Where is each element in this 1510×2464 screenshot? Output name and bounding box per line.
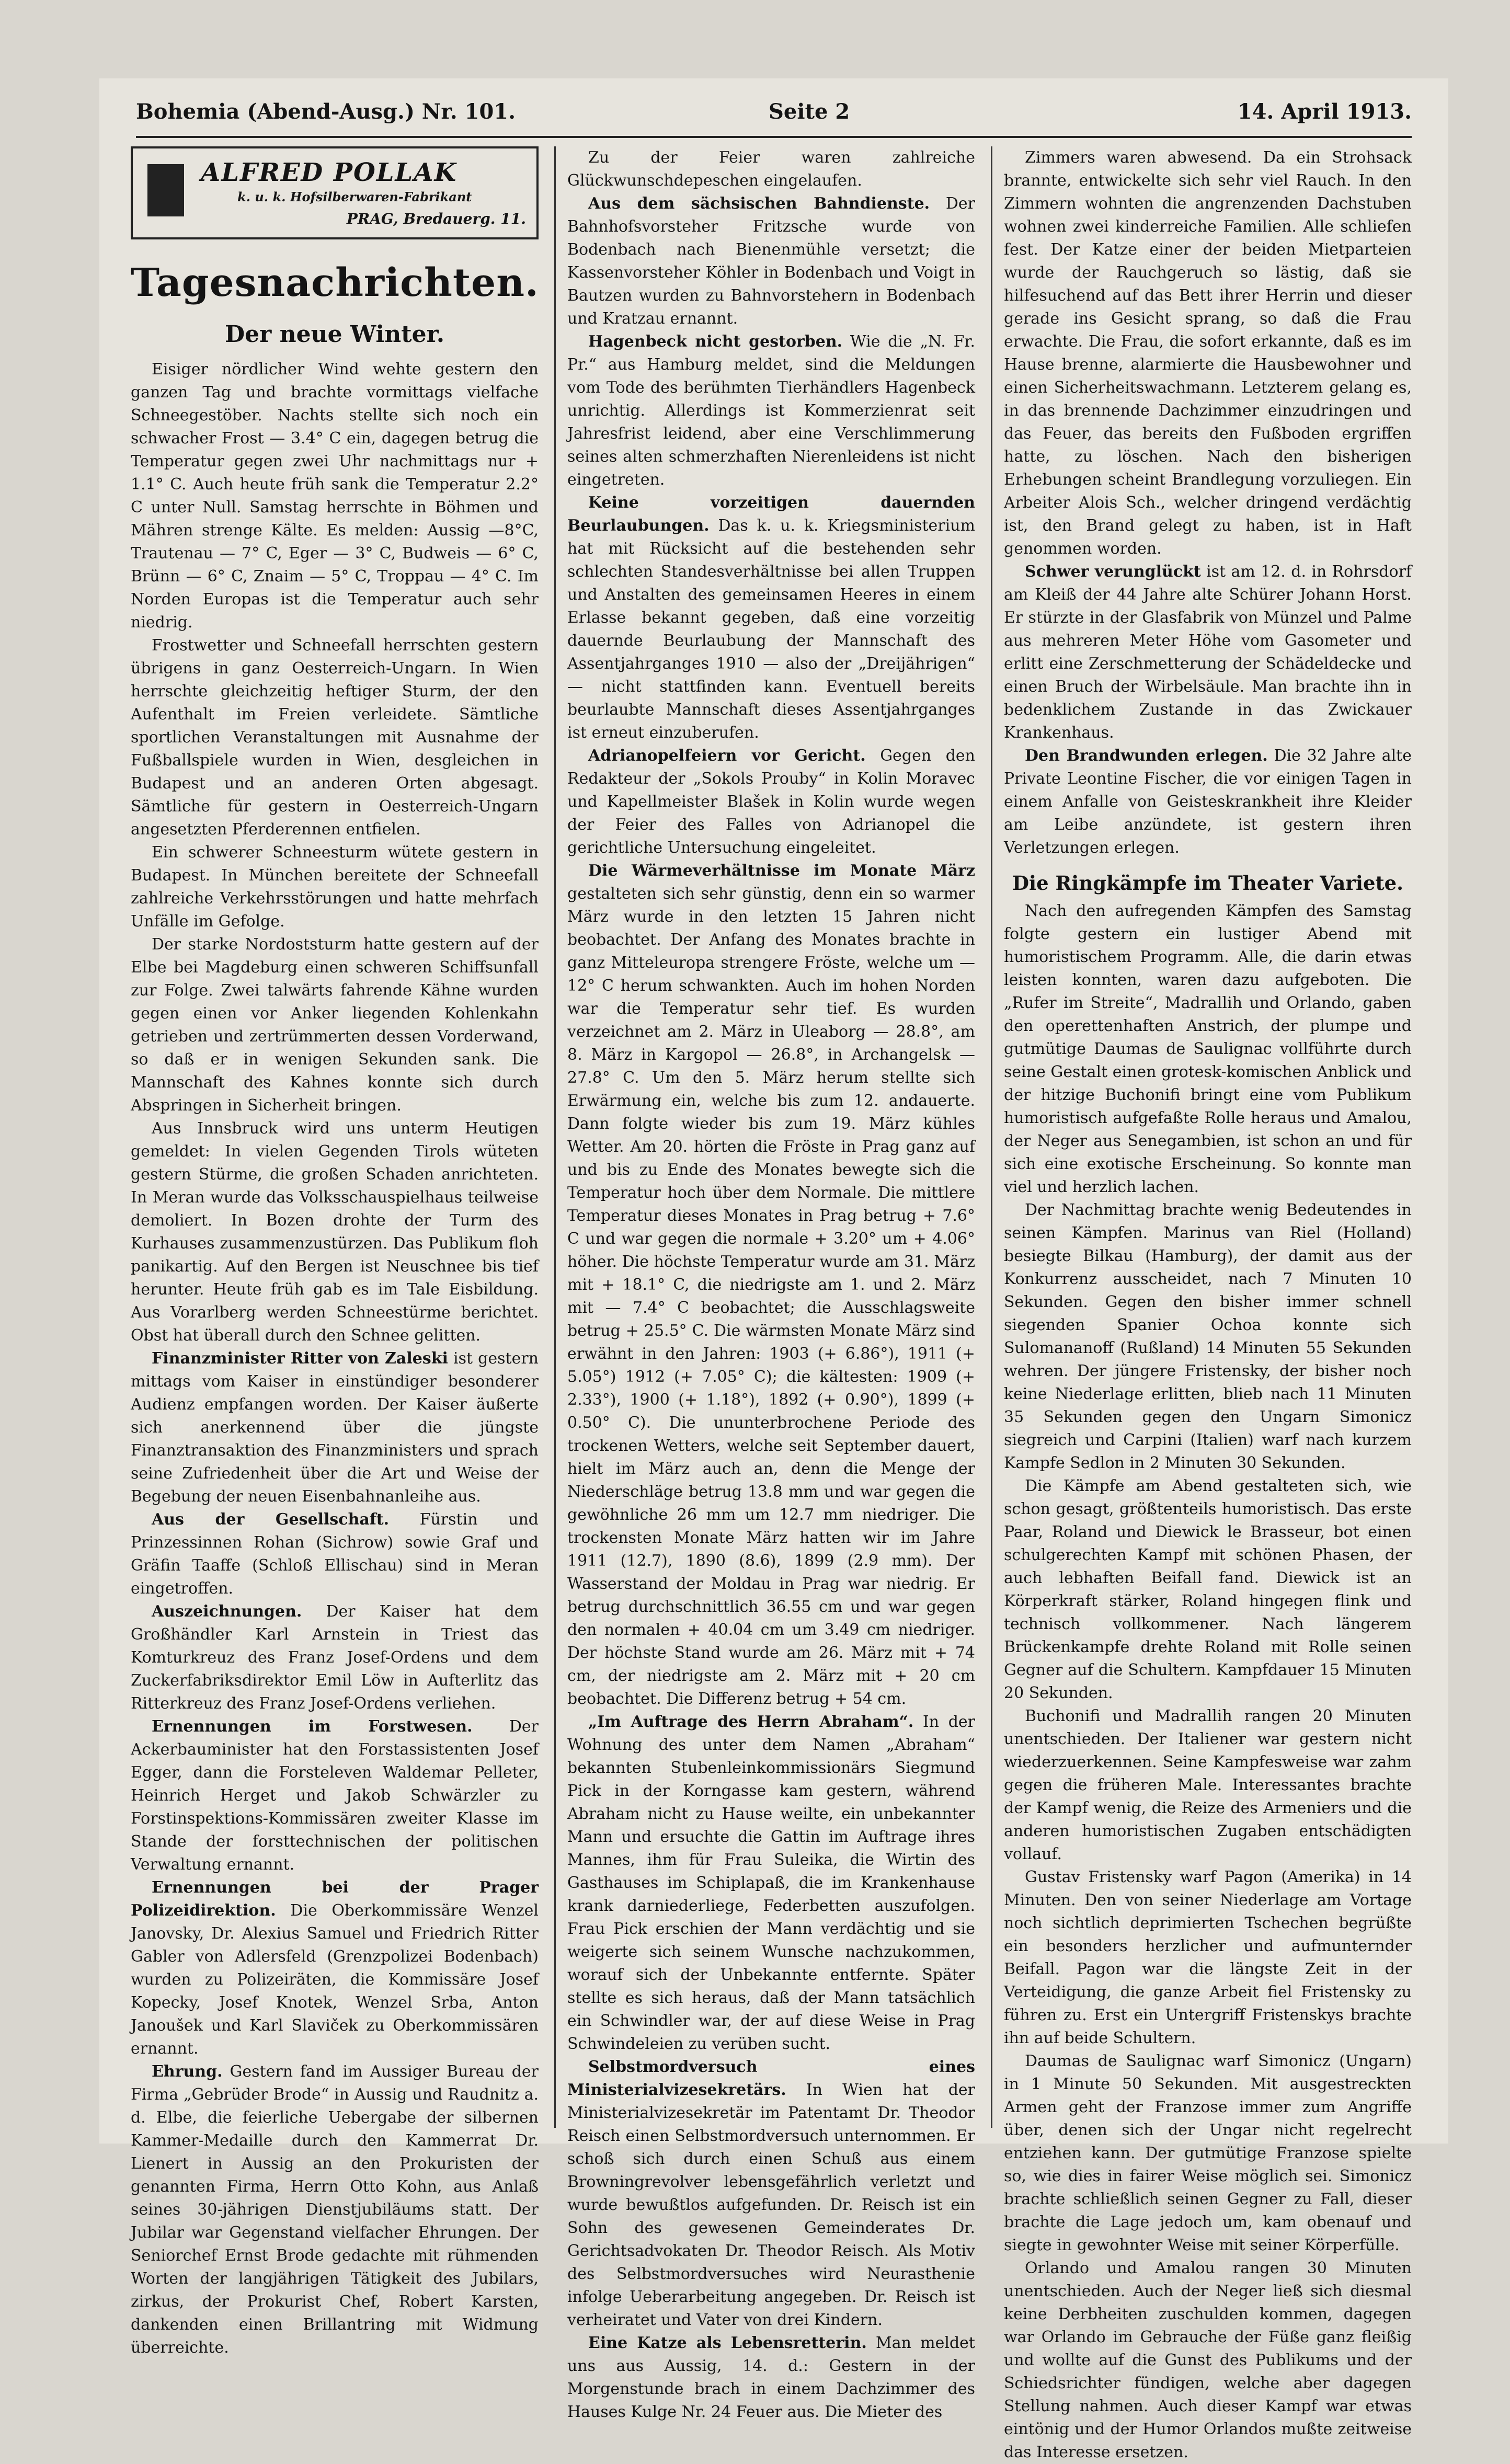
article-paragraph: Gustav Fristensky warf Pagon (Amerika) in 14 Minuten. Den von seiner Niederlage am Vortage noch sichtlich deprimierten Tschechen begrüßte ein besonders herzlicher und aufmunternder Beifall. Pagon war die längste Zeit in der Verteidigung, die ganze Arbeit fiel Fristensky zu führen zu. Erst ein Untergriff Fristenskys brachte ihn auf beide Schultern. — [1004, 1867, 1412, 2047]
ad-address: PRAG, Bredauerg. 11. — [346, 210, 526, 227]
news-lead: Die Wärmeverhältnisse im Monate März — [588, 862, 975, 880]
article-heading: Die Ringkämpfe im Theater Variete. — [1012, 872, 1404, 895]
news-body: Der Bahnhofsvorsteher Fritzsche wurde von Bodenbach nach Bienenmühle versetzt; die Kassenvorsteher Köhler in Bodenbach und Voigt in Bautzen wurden zu Bahnvorstehern in Bodenbach und Kratzau ernannt. — [567, 194, 975, 328]
news-lead: Aus der Gesellschaft. — [152, 1510, 390, 1529]
news-lead: Hagenbeck nicht gestorben. — [588, 333, 843, 351]
article-paragraph: Frostwetter und Schneefall herrschten gestern übrigens in ganz Oesterreich-Ungarn. In Wien herrschte gleichzeitig heftiger Sturm, der den Aufenthalt im Freien verleidete. Sämtliche sportlichen Veranstaltungen mit Ausnahme der Fußballspiele wurden in Wien, desgleichen in Budapest und an anderen Orten abgesagt. Sämtliche für gestern in Oesterreich-Ungarn angesetzten Pferderennen entfielen. — [131, 636, 539, 839]
news-item — [567, 744, 975, 859]
news-item — [567, 859, 975, 1711]
section-title: Tagesnachrichten. — [131, 260, 539, 305]
news-item — [567, 2332, 975, 2424]
news-item — [1004, 744, 1412, 859]
news-body: In Wien hat der Ministerialvizesekretär im Patentamt Dr. Theodor Reisch einen Selbstmordversuch unternommen. Er schoß sich durch einen Schuß aus einem Browningrevolver lebensgefährlich verletzt und wurde bewußtlos aufgefunden. Dr. Reisch ist ein Sohn des gewesenen Gemeinderates Dr. Gerichtsadvokaten Dr. Theodor Reisch. Als Motiv des Selbstmordversuches wird Neurasthenie infolge Ueberarbeitung angegeben. Dr. Reisch ist verheiratet und Vater von drei Kindern. — [567, 2081, 975, 2329]
page-header — [136, 99, 1412, 136]
news-body: Fürstin und Prinzessinnen Rohan (Sichrow) sowie Graf und Gräfin Taaffe (Schloß Ellischau) sind in Meran eingetroffen. — [131, 1510, 539, 1598]
news-lead: „Im Auftrage des Herrn Abraham“. — [588, 1713, 914, 1731]
news-body: gestalteten sich sehr günstig, denn ein so warmer März wurde in den letzten 15 Jahren nicht beobachtet. Der Anfang des Monates brachte in ganz Mitteleuropa strengere Fröste, welche um — 12° C herum schwankten. Auch im hohen Norden war die Temperatur sehr tief. Es wurden verzeichnet am 2. März in Uleaborg — 28.8°, am 8. März in Kargopol — 26.8°, in Archangelsk — 27.8° C. Um den 5. März herum stellte sich Erwärmung ein, welche bis zum 12. andauerte. Dann folgte wieder bis zum 19. März kühles Wetter. Am 20. hörten die Fröste in Prag ganz auf und bis zu Ende des Monates bewegte sich die Temperatur hoch über dem Normale. Die mittlere Temperatur dieses Monates in Prag betrug + 7.6° C und war gegen die normale + 3.20° um + 4.06° höher. Die höchste Temperatur wurde am 31. März mit + 18.1° C, die niedrigste am 1. und 2. März mit — 7.4° C beobachtet; die Ausschlagsweite betrug + 25.5° C. Die wärmsten Monate März sind erwähnt in den Jahren: 1903 (+ 6.86°), 1911 (+ 5.05°) 1912 (+ 7.05° C); die kältesten: 1909 (+ 2.33°), 1900 (+ 1.18°), 1892 (+ 0.90°), 1899 (+ 0.50° C). Die ununterbrochene Periode des trockenen Wetters, welche seit September dauert, hielt im März auch an, denn die Menge der Niederschläge betrug 13.8 mm und war gegen die gewöhnliche 26 mm um 12.7 mm niedriger. Die trockensten Monate März hatten wir im Jahre 1911 (12.7), 1890 (8.6), 1899 (2.9 mm). Der Wasserstand der Moldau in Prag war niedrig. Er betrug durchschnittlich 36.55 cm und war gegen den normalen + 40.04 cm um 3.49 cm niedriger. Der höchste Stand wurde am 26. März mit + 74 cm, der niedrigste am 2. März mit + 20 cm beobachtet. Die Differenz betrug + 54 cm. — [567, 885, 975, 1708]
article-paragraph: Orlando und Amalou rangen 30 Minuten unentschieden. Auch der Neger ließ sich diesmal keine Derbheiten zuschulden kommen, dagegen war Orlando im Gebrauche der Füße ganz fleißig und wollte auf die Gunst des Publikums und der Schiedsrichter fündigen, welche aber dagegen Stellung nahmen. Auch dieser Kampf war etwas eintönig und der Humor Orlandos mußte zeitweise das Interesse ersetzen. — [1004, 2259, 1412, 2461]
newspaper-page — [99, 78, 1448, 2461]
article-paragraph: Zimmers waren abwesend. Da ein Strohsack brannte, entwickelte sich sehr viel Rauch. In den Zimmern wohnten die angrenzenden Dachstuben wohnen zwei kinderreiche Familien. Alle schliefen fest. Der Katze einer der beiden Mietparteien wurde der Rauchgeruch so lästig, daß sie hilfesuchend auf das Bett ihrer Herrin und dieser gerade ins Gesicht sprang, so daß die Frau erwachte. Die Frau, die sofort erkannte, daß es im Hause brenne, alarmierte die Hausbewohner und einen Sicherheitswachmann. Letzterem gelang es, in das brennende Dachzimmer einzudringen und das Feuer, das bereits den Fußboden ergriffen hatte, zu löschen. Nach den bisherigen Erhebungen scheint Brandlegung vorzuliegen. Ein Arbeiter Alois Sch., welcher dringend verdächtig ist, den Brand gelegt zu haben, ist in Haft genommen worden. — [1004, 148, 1412, 558]
news-lead: Ernennungen im Forstwesen. — [152, 1717, 473, 1736]
news-lead: Adrianopelfeiern vor Gericht. — [588, 747, 866, 765]
news-lead: Auszeichnungen. — [152, 1602, 302, 1621]
column-2 — [567, 146, 975, 2421]
news-body: Die 32 Jahre alte Private Leontine Fischer, die vor einigen Tagen in einem Anfalle von Geisteskrankheit ihre Kleider am Leibe anzündete, ist gestern ihren Verletzungen erlegen. — [1004, 747, 1412, 857]
article-paragraph: Der Nachmittag brachte wenig Bedeutendes in seinen Kämpfen. Marinus van Riel (Holland) besiegte Bilkau (Hamburg), der damit aus der Konkurrenz ausscheidet, nach 7 Minuten 10 Sekunden. Gegen den bisher immer schnell siegenden Spanier Ochoa konnte sich Sulomananoff (Rußland) 14 Minuten 55 Sekunden wehren. Der jüngere Fristensky, der bisher noch keine Niederlage erlitten, blieb nach 11 Minuten 35 Sekunden gegen den Ungarn Simonicz siegreich und Carpini (Italien) warf nach kurzem Kampfe Sedlon in 2 Minuten 30 Sekunden. — [1004, 1200, 1412, 1472]
news-lead: Schwer verunglückt — [1025, 563, 1201, 581]
news-body: Wie die „N. Fr. Pr.“ aus Hamburg meldet, sind die Meldungen vom Tode des berühmten Tierhändlers Hagenbeck unrichtig. Allerdings ist Kommerzienrat seit Jahresfrist leidend, aber eine Verschlimmerung seines alten schmerzhaften Nierenleidens ist nicht eingetreten. — [567, 333, 975, 489]
news-item — [131, 1600, 539, 1715]
news-item — [567, 192, 975, 330]
article-paragraph: Aus Innsbruck wird uns unterm Heutigen gemeldet: In vielen Gegenden Tirols wüteten gestern Stürme, die großen Schaden anrichteten. In Meran wurde das Volksschauspielhaus teilweise demoliert. In Bozen drohte der Turm des Kurhauses zusammenzustürzen. Das Publikum floh panikartig. Auf den Bergen ist Neuschnee bis tief herunter. Heute früh gab es im Tale Eisbildung. Aus Vorarlberg werden Schneestürme berichtet. Obst hat überall durch den Schnee gelitten. — [131, 1119, 539, 1345]
news-lead: Ernennungen bei der Prager Polizeidirektion. — [131, 1878, 539, 1920]
news-body: In der Wohnung des unter dem Namen „Abraham“ bekannten Stubenleinkommissionärs Siegmund Pick in der Korngasse kam gestern, während Abraham nicht zu Hause weilte, ein unbekannter Mann und ersuchte die Gattin im Auftrage ihres Mannes, ihm für Frau Suleika, die Wirtin des Gasthauses im Schiplapaß, die im Krankenhause krank darniederliege, Federbetten auszufolgen. Frau Pick erschien der Mann verdächtig und sie weigerte sich seinem Wunsche nachzukommen, worauf sich der Unbekannte entfernte. Später stellte es sich heraus, daß der Mann tatsächlich ein Schwindler war, der auf diese Weise in Prag Schwindeleien zu verüben sucht. — [567, 1713, 975, 2053]
article-paragraph: Eisiger nördlicher Wind wehte gestern den ganzen Tag und brachte vormittags vielfache Schneegestöber. Nachts stellte sich noch ein schwacher Frost — 3.4° C ein, dagegen betrug die Temperatur gegen zwei Uhr nachmittags nur + 1.1° C. Auch heute früh sank die Temperatur 2.2° C unter Null. Samstag herrschte in Böhmen und Mähren strenge Kälte. Es melden: Aussig —8°C, Trautenau — 7° C, Eger — 3° C, Budweis — 6° C, Brünn — 6° C, Znaim — 5° C, Troppau — 4° C. Im Norden Europas ist die Temperatur auch sehr niedrig. — [131, 360, 539, 632]
news-body: Gestern fand im Aussiger Bureau der Firma „Gebrüder Brode“ in Aussig und Raudnitz a. d. Elbe, die feierliche Uebergabe der silbernen Kammer-Medaille durch den Kammerrat Dr. Lienert in Aussig an den Prokuristen der genannten Firma, Herrn Otto Kohn, aus Anlaß seines 30-jährigen Dienstjubiläums statt. Der Jubilar war Gegenstand vielfacher Ehrungen. Der Seniorchef Ernst Brode gedachte mit rühmenden Worten der langjährigen Tätigkeit des Jubilars, zirkus, der Prokurist Chef, Robert Karsten, dankenden einen Brillantring mit Widmung überreichte. — [131, 2062, 539, 2357]
news-body: Die Oberkommissäre Wenzel Janovsky, Dr. Alexius Samuel und Friedrich Ritter Gabler von Adlersfeld (Grenzpolizei Bodenbach) wurden zu Polizeiräten, die Kommissäre Josef Kopecky, Josef Knotek, Wenzel Srba, Anton Janoušek und Karl Slaviček zu Oberkommissären ernannt. — [131, 1901, 539, 2058]
news-item — [567, 491, 975, 744]
ad-subtitle: k. u. k. Hofsilberwaren-Fabrikant — [237, 189, 472, 204]
column-3 — [1004, 146, 1412, 2461]
article-paragraph: Die Kämpfe am Abend gestalteten sich, wie schon gesagt, größtenteils humoristisch. Das erste Paar, Roland und Diewick le Brasseur, bot einen schulgerechten Kampf mit schönen Phasen, der auch lebhaften Beifall fand. Diewick ist an Körperkraft stärker, Roland hingegen flink und technisch vollkommener. Nach längerem Brückenkampfe drehte Roland mit Rolle seinen Gegner auf die Schultern. Kampfdauer 15 Minuten 20 Sekunden. — [1004, 1476, 1412, 1702]
news-body: Der Ackerbauminister hat den Forstassistenten Josef Egger, dann die Forsteleven Waldemar Pelleter, Heinrich Herget und Jakob Schwärzler zu Forstinspektions-Kommissären zweiter Klasse im Stande der forsttechnischen der politischen Verwaltung ernannt. — [131, 1717, 539, 1874]
news-item — [567, 1711, 975, 2056]
news-item — [1004, 560, 1412, 744]
news-lead: Keine vorzeitigen dauernden Beurlaubungen. — [567, 494, 975, 535]
header-date: 14. April 1913. — [1237, 99, 1412, 124]
news-item — [131, 1347, 539, 1508]
header-page-number: Seite 2 — [769, 99, 850, 124]
news-lead: Den Brandwunden erlegen. — [1025, 747, 1268, 765]
article-paragraph: Ein schwerer Schneesturm wütete gestern in Budapest. In München bereitete der Schneefall zahlreiche Verkehrsstörungen und hatte mehrfach Unfälle im Gefolge. — [131, 843, 539, 931]
news-body: Der Kaiser hat dem Großhändler Karl Arnstein in Triest das Komturkreuz des Franz Josef-Ordens und dem Zuckerfabriksdirektor Emil Löw in Aufterlitz das Ritterkreuz des Franz Josef-Ordens verliehen. — [131, 1602, 539, 1713]
news-item — [131, 1715, 539, 1876]
news-body: Das k. u. k. Kriegsministerium hat mit Rücksicht auf die bestehenden sehr schlechten Standesverhältnisse bei allen Truppen und Anstalten des gemeinsamen Heeres in einem Erlasse bekannt gegeben, daß eine vorzeitig dauernde Beurlaubung der Mannschaft des Assentjahrganges 1910 — also der „Dreijährigen“ — nicht stattfinden kann. Eventuell bereits beurlaubte Mannschaft dieses Assentjahrganges ist erneut einzuberufen. — [567, 517, 975, 742]
header-rule — [136, 136, 1412, 138]
article-paragraph: Zu der Feier waren zahlreiche Glückwunschdepeschen eingelaufen. — [567, 148, 975, 190]
news-lead: Eine Katze als Lebensretterin. — [588, 2334, 867, 2352]
news-item — [567, 330, 975, 491]
news-item — [131, 2060, 539, 2359]
news-body: Gegen den Redakteur der „Sokols Prouby“ in Kolin Moravec und Kapellmeister Blašek in Kolin wurde wegen der Feier des Falles von Adrianopel die gerichtliche Untersuchung eingeleitet. — [567, 747, 975, 857]
news-body: ist am 12. d. in Rohrsdorf am Kleiß der 44 Jahre alte Schürer Johann Horst. Er stürzte in der Glasfabrik von Münzel und Palme aus mehreren Meter Höhe vom Gasometer und erlitt eine Zerschmetterung der Schädeldecke und einen Bruch der Wirbelsäule. Man brachte ihn in bedenklichem Zustande in das Zwickauer Krankenhaus. — [1004, 563, 1412, 742]
column-divider — [554, 146, 556, 2128]
news-lead: Finanzminister Ritter von Zaleski — [152, 1349, 448, 1368]
column-1 — [131, 146, 539, 2357]
ad-name: ALFRED POLLAK — [201, 158, 457, 187]
news-item — [567, 2056, 975, 2332]
header-issue: Bohemia (Abend-Ausg.) Nr. 101. — [136, 99, 516, 124]
crown-logo-icon — [147, 164, 184, 216]
article-paragraph: Nach den aufregenden Kämpfen des Samstag folgte gestern ein lustiger Abend mit humoristischem Programm. Alle, die darin etwas leisten konnten, waren dazu aufgeboten. Die „Rufer im Streite“, Madrallih und Orlando, gaben den operettenhaften Anstrich, der plumpe und gutmütige Daumas de Saulignac vollführte durch seine Gestalt einen grotesk-komischen Anblick und der hitzige Buchonifi bringt eine vom Publikum humoristisch aufgefaßte Rolle heraus und Amalou, der Neger aus Senegambien, ist schon an und für sich eine exotische Erscheinung. So konnte man viel und herzlich lachen. — [1004, 901, 1412, 1196]
news-item — [131, 1876, 539, 2060]
article-paragraph: Der starke Nordoststurm hatte gestern auf der Elbe bei Magdeburg einen schweren Schiffsunfall zur Folge. Zwei talwärts fahrende Kähne wurden gegen einen vor Anker liegenden Kohlenkahn getrieben und zertrümmerten dessen Vorderwand, so daß er in wenigen Sekunden sank. Die Mannschaft des Kahnes konnte sich durch Abspringen in Sicherheit bringen. — [131, 935, 539, 1115]
news-lead: Selbstmordversuch eines Ministerialvizesekretärs. — [567, 2058, 975, 2099]
news-body: ist gestern mittags vom Kaiser in einstündiger besonderer Audienz empfangen worden. Der Kaiser äußerte sich anerkennend über die jüngste Finanztransaktion des Finanzministers und sprach seine Zufriedenheit über die Art und Weise der Begebung der neuen Eisenbahnanleihe aus. — [131, 1349, 539, 1506]
article-paragraph: Buchonifi und Madrallih rangen 20 Minuten unentschieden. Der Italiener war gestern nicht wiederzuerkennen. Seine Kampfesweise war zahm gegen die früheren Male. Interessantes brachte der Kampf wenig, die Reize des Armeniers und die anderen humoristischen Zugaben entschädigten vollauf. — [1004, 1706, 1412, 1863]
news-body: Man meldet uns aus Aussig, 14. d.: Gestern in der Morgenstunde brach in einem Dachzimmer des Hauses Kulge Nr. 24 Feuer aus. Die Mieter des — [567, 2334, 975, 2421]
news-lead: Ehrung. — [152, 2062, 223, 2081]
column-divider — [991, 146, 992, 2128]
news-item — [131, 1508, 539, 1600]
article-heading: Der neue Winter. — [224, 321, 445, 348]
advertisement — [131, 146, 539, 239]
news-lead: Aus dem sächsischen Bahndienste. — [588, 194, 930, 213]
article-paragraph: Daumas de Saulignac warf Simonicz (Ungarn) in 1 Minute 50 Sekunden. Mit ausgestreckten Armen geht der Franzose immer zum Angriffe über, denen sich der Ungar nicht regelrecht entziehen kann. Der gutmütige Franzose spielte so, wie dies in fairer Weise möglich sei. Simonicz brachte schließlich seinen Gegner zu Fall, dieser brachte die Lage jedoch um, kam obenauf und siegte in gewohnter Weise mit seiner Körperfülle. — [1004, 2052, 1412, 2254]
